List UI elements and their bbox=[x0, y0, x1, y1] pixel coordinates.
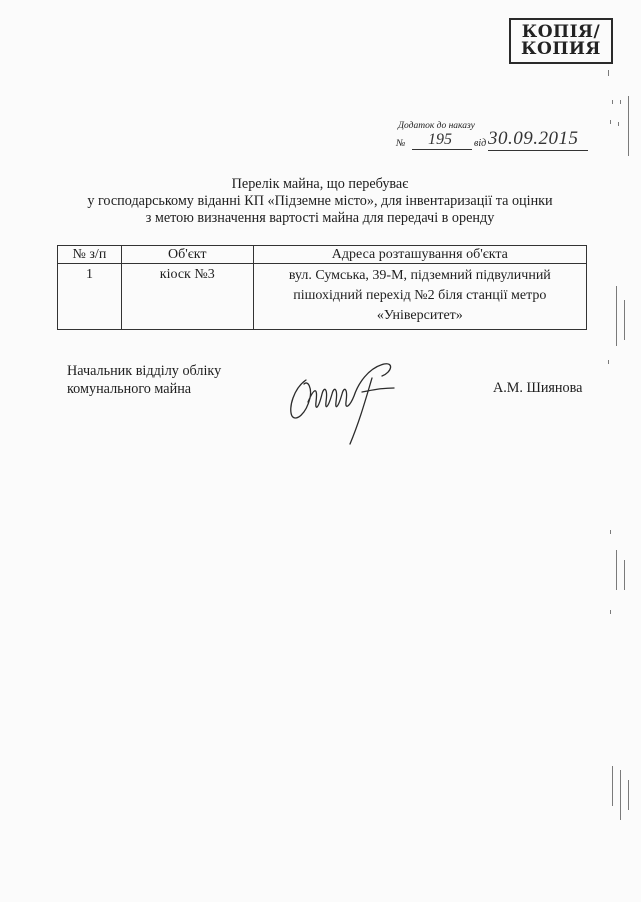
property-table bbox=[57, 245, 587, 330]
cell-object: кіоск №3 bbox=[121, 264, 253, 330]
table-row bbox=[58, 264, 587, 330]
document-title bbox=[40, 176, 600, 227]
signer-position bbox=[67, 362, 221, 398]
stamp-line-2: КОПИЯ bbox=[521, 39, 601, 59]
binding-marks-upper bbox=[598, 60, 638, 360]
title-line-2: у господарському віданні КП «Підземне місто», для інвентаризації та оцінки bbox=[87, 193, 553, 209]
header-object: Об'єкт bbox=[121, 246, 253, 264]
title-line-3: з метою визначення вартості майна для передачі в оренду bbox=[145, 210, 495, 226]
binding-marks-middle bbox=[598, 520, 638, 640]
date-word: від bbox=[474, 138, 487, 149]
header-number: № з/п bbox=[58, 246, 122, 264]
copy-stamp bbox=[509, 18, 613, 64]
address-line-1: вул. Сумська, 39-М, підземний підвуличний bbox=[288, 268, 551, 283]
stamp-line-1: КОПІЯ/ bbox=[521, 22, 601, 42]
address-line-2: пішохідний перехід №2 біля станції метро bbox=[293, 288, 547, 303]
order-number-line bbox=[392, 128, 592, 154]
cell-address bbox=[253, 264, 586, 330]
signer-name: А.М. Шиянова bbox=[493, 380, 583, 396]
order-caption: Додаток до наказу bbox=[398, 121, 475, 131]
header-address: Адреса розташування об'єкта bbox=[253, 246, 586, 264]
cell-number: 1 bbox=[58, 264, 122, 330]
order-number: 195 bbox=[412, 132, 472, 150]
binding-marks-lower bbox=[598, 760, 638, 850]
title-line-1: Перелік майна, що перебуває bbox=[231, 176, 409, 192]
position-line-1: Начальник відділу обліку bbox=[67, 363, 222, 379]
table-header-row bbox=[58, 246, 587, 264]
handwritten-signature bbox=[284, 358, 404, 448]
position-line-2: комунального майна bbox=[67, 381, 192, 397]
order-reference bbox=[392, 121, 592, 155]
order-date: 30.09.2015 bbox=[488, 128, 588, 151]
number-sign: № bbox=[396, 138, 406, 149]
address-line-3: «Університет» bbox=[376, 308, 463, 323]
